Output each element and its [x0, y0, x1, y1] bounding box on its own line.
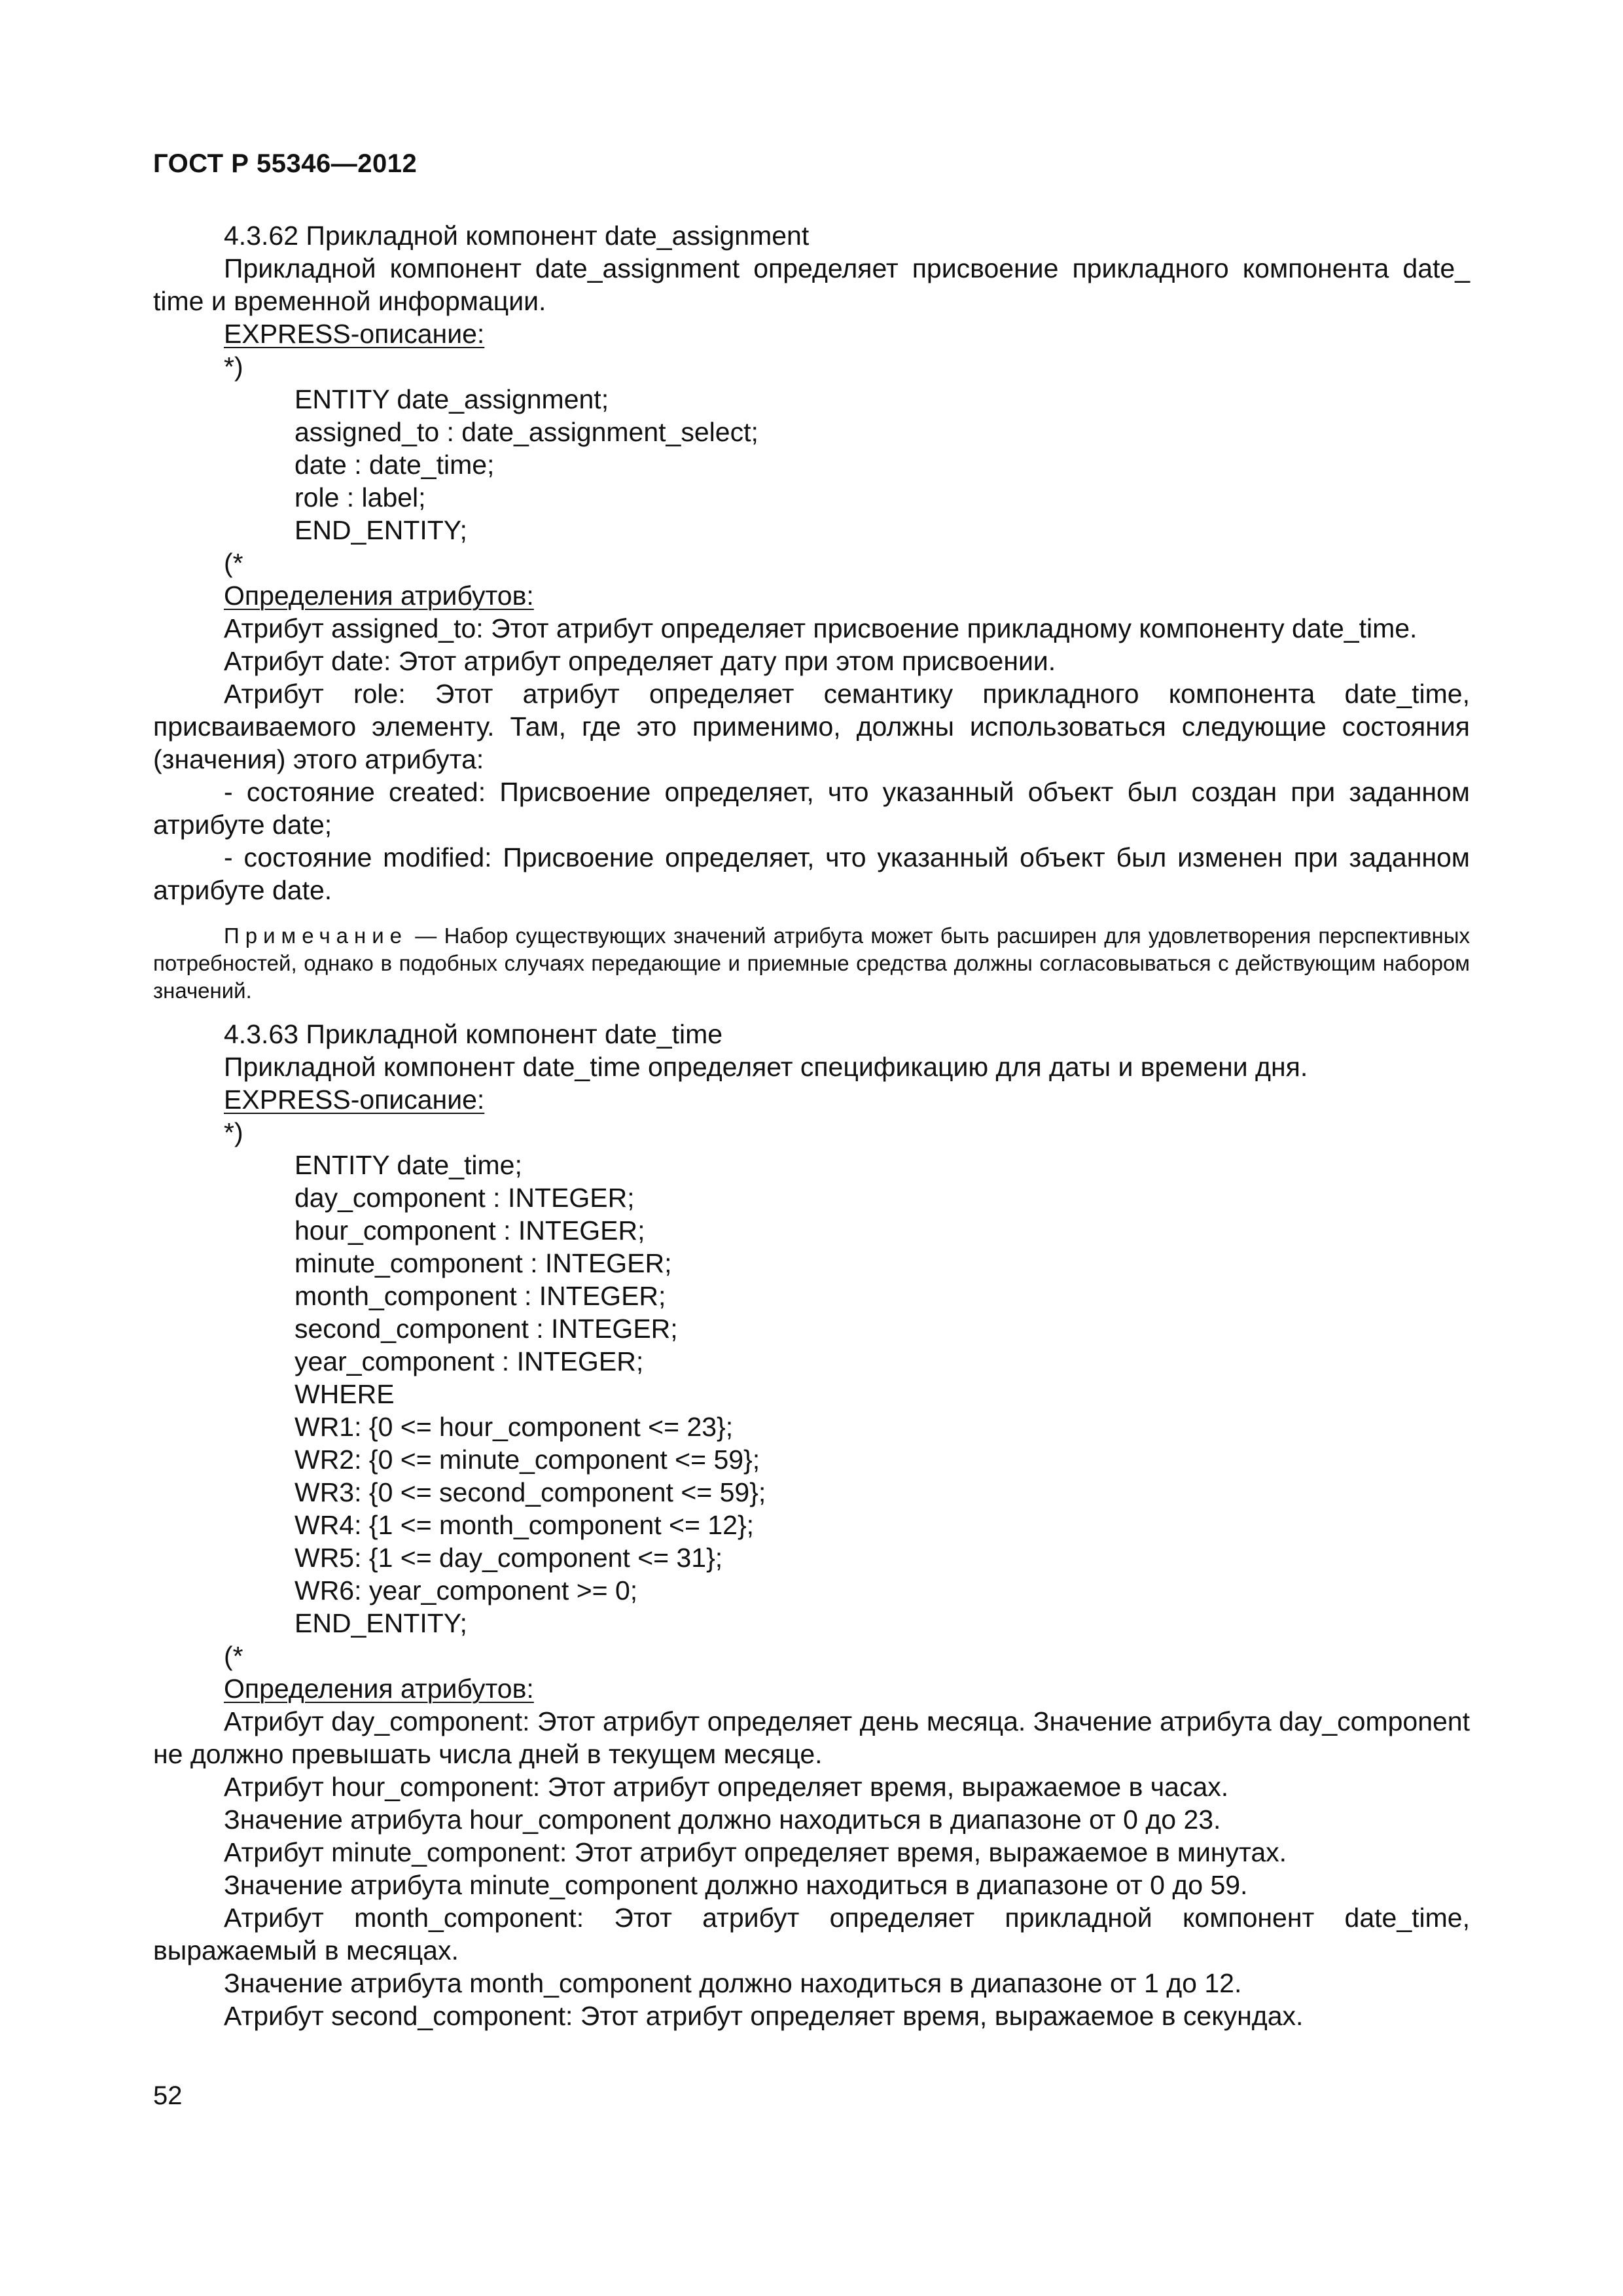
section-intro: Прикладной компонент date_time определяет спецификацию для даты и времени дня. [224, 1052, 1308, 1082]
code-line: ENTITY date_assignment; [294, 384, 609, 414]
definition-paragraph: Атрибут hour_component: Этот атрибут определяет время, выражаемое в часах. [224, 1772, 1229, 1802]
definition-paragraph: - состояние modified: Присвоение определяет, что указанный объект был изменен при заданном атрибуте date. [153, 842, 1470, 905]
code-line: WR3: {0 <= second_component <= 59}; [294, 1477, 766, 1507]
code-line: year_component : INTEGER; [294, 1346, 644, 1376]
definition-paragraph: Атрибут day_component: Этот атрибут определяет день месяца. Значение атрибута day_component не должно превышать числа дней в текущем месяце. [153, 1706, 1470, 1769]
document-body [153, 219, 1470, 2032]
express-label [153, 1083, 1470, 1116]
definition-paragraph: Атрибут second_component: Этот атрибут определяет время, выражаемое в секундах. [224, 2001, 1304, 2031]
code-line: WHERE [294, 1379, 395, 1409]
section-title-4-3-63: 4.3.63 Прикладной компонент date_time [224, 1019, 723, 1049]
code-line: ENTITY date_time; [294, 1150, 522, 1180]
definition-paragraph: Атрибут role: Этот атрибут определяет семантику прикладного компонента date_time, присваиваемого элементу. Там, где это применимо, должны использоваться следующие состояния (значения) этого атрибута: [153, 679, 1470, 774]
section-title-4-3-62: 4.3.62 Прикладной компонент date_assignment [224, 221, 810, 251]
code-line: role : label; [294, 482, 426, 512]
definition-paragraph: Значение атрибута minute_component должно находиться в диапазоне от 0 до 59. [224, 1870, 1248, 1900]
comment-open: *) [224, 1117, 243, 1147]
page-number: 52 [153, 2081, 183, 2110]
definition-paragraph: Значение атрибута month_component должно находиться в диапазоне от 1 до 12. [224, 1968, 1242, 1998]
note-paragraph [153, 922, 1470, 1005]
code-line: minute_component : INTEGER; [294, 1248, 672, 1278]
comment-close: (* [224, 1641, 243, 1671]
definitions-label-text: Определения атрибутов: [224, 581, 534, 611]
code-line: second_component : INTEGER; [294, 1314, 678, 1344]
express-code-block [153, 383, 1470, 547]
express-label-text: EXPRESS-описание: [224, 319, 485, 349]
document-header: ГОСТ Р 55346—2012 [153, 149, 418, 178]
comment-open: *) [224, 351, 243, 382]
definitions-label [153, 579, 1470, 612]
express-label-text: EXPRESS-описание: [224, 1085, 485, 1115]
code-line: assigned_to : date_assignment_select; [294, 417, 758, 447]
code-line: hour_component : INTEGER; [294, 1215, 645, 1246]
definition-paragraph: Атрибут date: Этот атрибут определяет дату при этом присвоении. [224, 646, 1056, 676]
code-line: END_ENTITY; [294, 515, 467, 545]
note-label: Примечание [224, 924, 408, 948]
section-intro: Прикладной компонент date_assignment определяет присвоение прикладного компонента date_ time и временной информации. [153, 253, 1470, 316]
express-label [153, 317, 1470, 350]
definition-paragraph: - состояние created: Присвоение определяет, что указанный объект был создан при заданном атрибуте date; [153, 777, 1470, 840]
definition-paragraph: Атрибут month_component: Этот атрибут определяет прикладной компонент date_time, выражаемый в месяцах. [153, 1903, 1470, 1965]
definition-paragraph: Значение атрибута hour_component должно находиться в диапазоне от 0 до 23. [224, 1804, 1221, 1835]
code-line: day_component : INTEGER; [294, 1183, 635, 1213]
code-line: WR4: {1 <= month_component <= 12}; [294, 1510, 755, 1540]
code-line: WR5: {1 <= day_component <= 31}; [294, 1543, 723, 1573]
code-line: WR2: {0 <= minute_component <= 59}; [294, 1444, 760, 1475]
code-line: date : date_time; [294, 450, 495, 480]
definition-paragraph: Атрибут minute_component: Этот атрибут определяет время, выражаемое в минутах. [224, 1837, 1287, 1867]
code-line: month_component : INTEGER; [294, 1281, 666, 1311]
definitions-label-text: Определения атрибутов: [224, 1674, 534, 1704]
comment-close: (* [224, 548, 243, 578]
definitions-label [153, 1672, 1470, 1705]
express-code-block [153, 1149, 1470, 1640]
code-line: WR6: year_component >= 0; [294, 1575, 638, 1605]
note-text: — Набор существующих значений атрибута может быть расширен для удовлетворения перспективных потребностей, однако в подобных случаях передающие и приемные средства должны согласовываться с действующим набором значений. [153, 924, 1470, 1003]
definition-paragraph: Атрибут assigned_to: Этот атрибут определяет присвоение прикладному компоненту date_time. [224, 613, 1418, 643]
code-line: WR1: {0 <= hour_component <= 23}; [294, 1412, 734, 1442]
code-line: END_ENTITY; [294, 1608, 467, 1638]
